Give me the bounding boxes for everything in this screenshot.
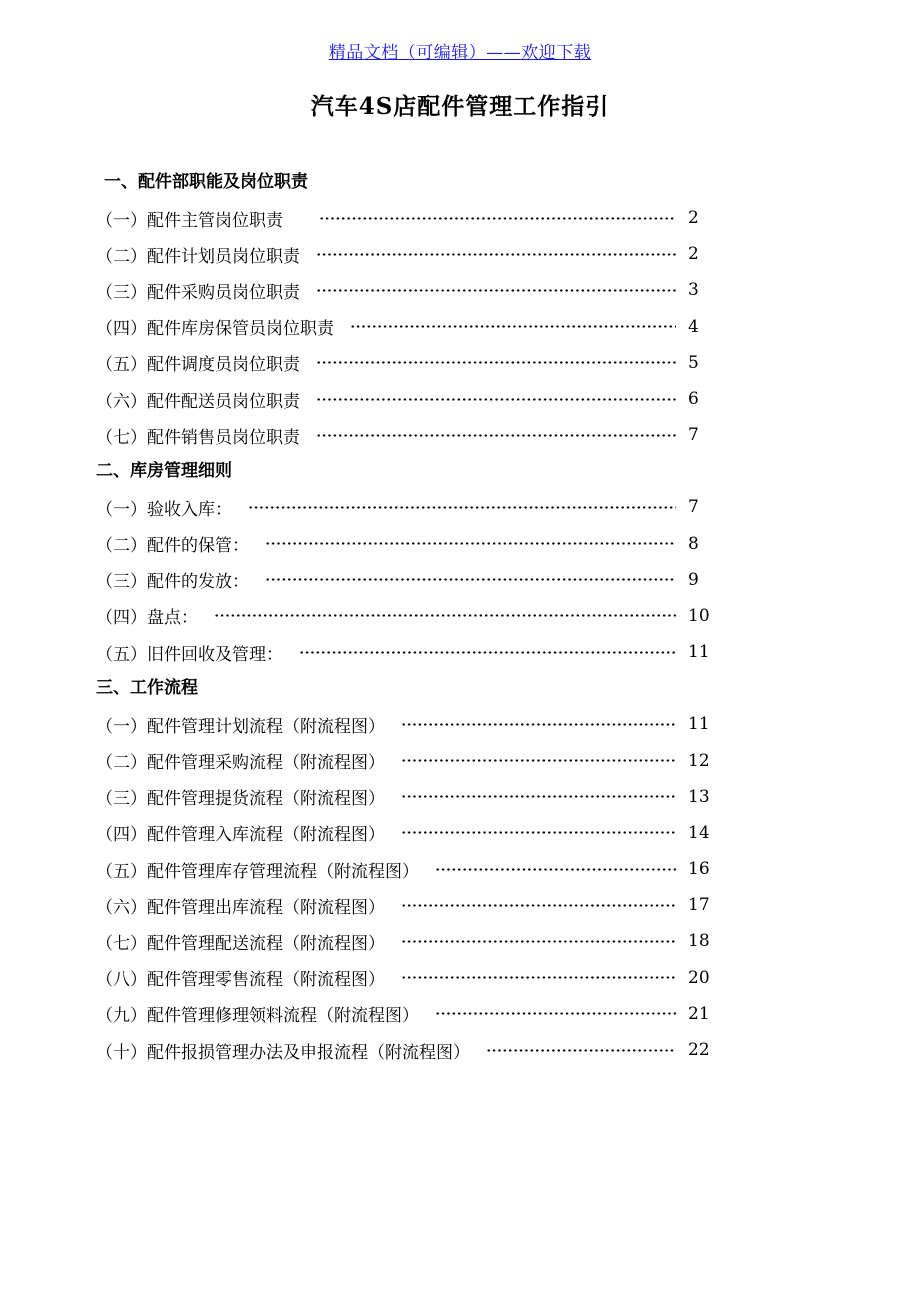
dot-leader bbox=[350, 325, 676, 328]
dot-leader bbox=[214, 614, 676, 617]
toc-entry-label: （五）旧件回收及管理： bbox=[96, 644, 283, 665]
toc-entry-label: （一）验收入库： bbox=[96, 499, 232, 520]
toc-page-number: 3 bbox=[688, 280, 699, 301]
toc-page-number: 20 bbox=[688, 967, 710, 988]
toc-page-number: 12 bbox=[688, 750, 710, 771]
toc-entry-label: （六）配件管理出库流程（附流程图） bbox=[96, 897, 385, 918]
toc-entry[interactable] bbox=[96, 489, 712, 525]
toc-entry[interactable] bbox=[96, 417, 712, 453]
dot-leader bbox=[401, 795, 676, 798]
toc-entry-label: （一）配件管理计划流程（附流程图） bbox=[96, 716, 385, 737]
toc-page-number: 7 bbox=[688, 497, 699, 518]
toc-page-number: 14 bbox=[688, 822, 710, 843]
toc-page-number: 5 bbox=[688, 352, 699, 373]
toc-entry-label: （二）配件的保管： bbox=[96, 536, 249, 557]
dot-leader bbox=[248, 506, 676, 509]
toc-entry[interactable] bbox=[96, 526, 712, 562]
toc-entry-label: （二）配件计划员岗位职责 bbox=[96, 246, 300, 267]
toc-page-number: 4 bbox=[688, 316, 699, 337]
dot-leader bbox=[401, 831, 676, 834]
toc-entry-label: （七）配件管理配送流程（附流程图） bbox=[96, 933, 385, 954]
table-of-contents bbox=[96, 164, 712, 1068]
dot-leader bbox=[316, 361, 676, 364]
toc-entry-label: （五）配件管理库存管理流程（附流程图） bbox=[96, 861, 419, 882]
toc-entry[interactable] bbox=[96, 345, 712, 381]
toc-entry[interactable] bbox=[96, 200, 712, 236]
toc-page-number: 22 bbox=[688, 1040, 710, 1061]
toc-entry-label: （四）盘点： bbox=[96, 608, 198, 629]
toc-entry[interactable] bbox=[96, 562, 712, 598]
dot-leader bbox=[435, 868, 676, 871]
toc-page-number: 2 bbox=[688, 208, 699, 229]
dot-leader bbox=[401, 940, 676, 943]
toc-page-number: 18 bbox=[688, 931, 710, 952]
toc-entry-label: （五）配件调度员岗位职责 bbox=[96, 355, 300, 376]
toc-entry-label: （八）配件管理零售流程（附流程图） bbox=[96, 970, 385, 991]
toc-page-number: 21 bbox=[688, 1003, 710, 1024]
toc-entry[interactable] bbox=[96, 381, 712, 417]
toc-section-heading-2: 二、库房管理细则 bbox=[96, 461, 232, 482]
document-title: 汽车4S店配件管理工作指引 bbox=[310, 93, 610, 120]
toc-entry-label: （三）配件采购员岗位职责 bbox=[96, 282, 300, 303]
toc-entry[interactable] bbox=[96, 996, 712, 1032]
toc-entry[interactable] bbox=[96, 815, 712, 851]
header-download-link[interactable]: 精品文档（可编辑）——欢迎下载 bbox=[328, 43, 592, 63]
dot-leader bbox=[316, 289, 676, 292]
toc-entry[interactable] bbox=[96, 598, 712, 634]
dot-leader bbox=[265, 578, 676, 581]
toc-page-number: 11 bbox=[688, 642, 710, 663]
dot-leader bbox=[316, 398, 676, 401]
toc-section-heading-1: 一、配件部职能及岗位职责 bbox=[104, 172, 308, 192]
toc-page-number: 7 bbox=[688, 425, 699, 446]
toc-entry[interactable] bbox=[96, 779, 712, 815]
toc-entry[interactable] bbox=[96, 851, 712, 887]
toc-entry[interactable] bbox=[96, 309, 712, 345]
toc-page-number: 9 bbox=[688, 569, 699, 590]
toc-entry-label: （四）配件库房保管员岗位职责 bbox=[96, 319, 334, 340]
dot-leader bbox=[401, 723, 676, 726]
toc-entry[interactable] bbox=[96, 1032, 712, 1068]
dot-leader bbox=[316, 253, 676, 256]
toc-page-number: 17 bbox=[688, 895, 710, 916]
dot-leader bbox=[486, 1049, 676, 1052]
toc-entry-label: （七）配件销售员岗位职责 bbox=[96, 427, 300, 448]
toc-entry[interactable] bbox=[96, 706, 712, 742]
toc-entry[interactable] bbox=[96, 960, 712, 996]
dot-leader bbox=[316, 434, 676, 437]
toc-entry[interactable] bbox=[96, 236, 712, 272]
toc-page-number: 13 bbox=[688, 786, 710, 807]
dot-leader bbox=[401, 759, 676, 762]
toc-entry[interactable] bbox=[96, 742, 712, 778]
dot-leader bbox=[319, 217, 676, 220]
toc-entry-label: （一）配件主管岗位职责 bbox=[96, 210, 283, 231]
toc-entry[interactable] bbox=[96, 923, 712, 959]
toc-page-number: 11 bbox=[688, 714, 710, 735]
toc-entry-label: （三）配件管理提货流程（附流程图） bbox=[96, 789, 385, 810]
toc-entry[interactable] bbox=[96, 887, 712, 923]
toc-page-number: 16 bbox=[688, 859, 710, 880]
dot-leader bbox=[265, 542, 676, 545]
toc-entry-label: （十）配件报损管理办法及申报流程（附流程图） bbox=[96, 1042, 470, 1063]
toc-entry-label: （六）配件配送员岗位职责 bbox=[96, 391, 300, 412]
dot-leader bbox=[401, 904, 676, 907]
toc-page-number: 8 bbox=[688, 533, 699, 554]
toc-entry-label: （四）配件管理入库流程（附流程图） bbox=[96, 825, 385, 846]
toc-page-number: 6 bbox=[688, 389, 699, 410]
dot-leader bbox=[299, 651, 676, 654]
toc-entry-label: （三）配件的发放： bbox=[96, 572, 249, 593]
dot-leader bbox=[401, 976, 676, 979]
toc-page-number: 2 bbox=[688, 244, 699, 265]
toc-entry[interactable] bbox=[96, 272, 712, 308]
toc-section-heading-3: 三、工作流程 bbox=[96, 678, 198, 699]
toc-entry[interactable] bbox=[96, 634, 712, 670]
toc-page-number: 10 bbox=[688, 605, 710, 626]
dot-leader bbox=[435, 1012, 676, 1015]
toc-entry-label: （二）配件管理采购流程（附流程图） bbox=[96, 753, 385, 774]
toc-entry-label: （九）配件管理修理领料流程（附流程图） bbox=[96, 1006, 419, 1027]
